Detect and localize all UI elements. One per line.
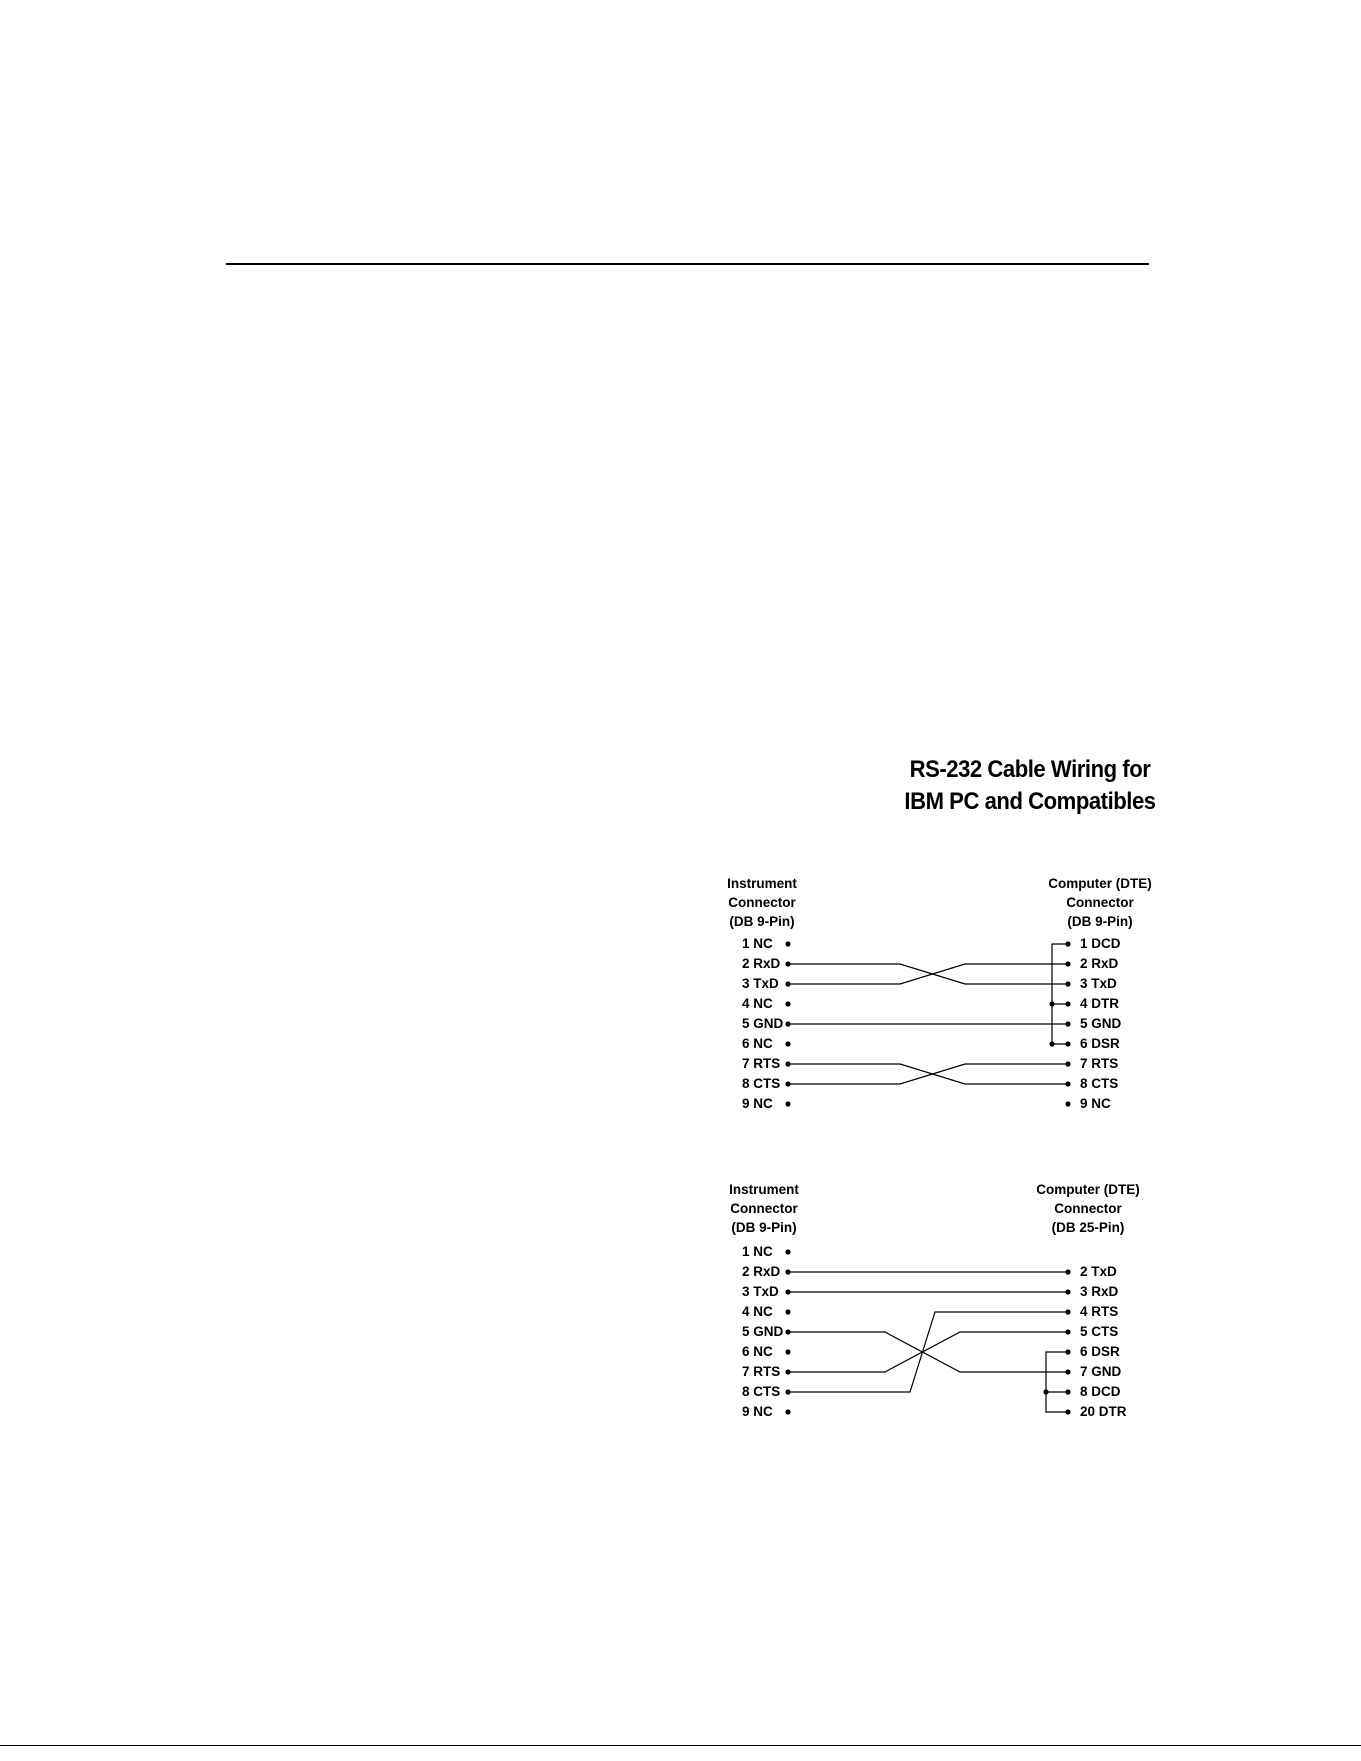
- d1-left-header-line: Connector: [728, 895, 796, 910]
- wire-cts-to-rts: [788, 1064, 1068, 1084]
- pin-dot: [1065, 961, 1070, 966]
- d1-left-pin: 2 RxD: [742, 956, 781, 971]
- d1-left-pin: 8 CTS: [742, 1076, 781, 1091]
- d1-right-pin: 3 TxD: [1080, 976, 1117, 991]
- d1-right-pin: 4 DTR: [1080, 996, 1120, 1011]
- junction-dot: [1049, 1041, 1054, 1046]
- d1-right-pin: 9 NC: [1080, 1096, 1111, 1111]
- junction-dot: [1049, 1001, 1054, 1006]
- d1-left-pin: 9 NC: [742, 1096, 773, 1111]
- d2-left-pin: 1 NC: [742, 1244, 773, 1259]
- d1-left-pin: 6 NC: [742, 1036, 773, 1051]
- pin-dot: [785, 1061, 790, 1066]
- d1-left-pin: 3 TxD: [742, 976, 779, 991]
- d2-left-header-line: (DB 9-Pin): [731, 1220, 797, 1235]
- d1-right-header-line: (DB 9-Pin): [1067, 914, 1133, 929]
- pin-dot: [785, 961, 790, 966]
- wire-dsr-loop: [1046, 1352, 1068, 1412]
- pin-dot: [1065, 1021, 1070, 1026]
- d1-left-pin: 4 NC: [742, 996, 773, 1011]
- wire-rts-to-cts: [788, 1332, 1068, 1372]
- d2-right-pin: 8 DCD: [1080, 1384, 1121, 1399]
- pin-dot: [785, 1289, 790, 1294]
- d1-right-pin: 7 RTS: [1080, 1056, 1119, 1071]
- wire-gnd: [788, 1332, 1068, 1372]
- bottom-rule: [0, 1745, 1361, 1746]
- pin-dot: [1065, 1001, 1070, 1006]
- diagram-title-line-1: RS-232 Cable Wiring for: [909, 756, 1151, 783]
- d1-left-pin: 5 GND: [742, 1016, 784, 1031]
- pin-dot: [785, 941, 790, 946]
- d2-right-pin: 4 RTS: [1080, 1304, 1119, 1319]
- pin-dot: [785, 1041, 790, 1046]
- pin-dot: [1065, 1349, 1070, 1354]
- pin-dot: [1065, 1101, 1070, 1106]
- d2-right-pin: 3 RxD: [1080, 1284, 1119, 1299]
- pin-dot: [785, 1309, 790, 1314]
- pin-dot: [1065, 1081, 1070, 1086]
- diagram-title-line-2: IBM PC and Compatibles: [904, 788, 1156, 815]
- d2-right-header-line: (DB 25-Pin): [1051, 1220, 1125, 1235]
- d1-left-pin: 7 RTS: [742, 1056, 781, 1071]
- d2-left-header-line: Instrument: [729, 1182, 799, 1197]
- d2-right-header-line: Connector: [1054, 1201, 1122, 1216]
- wire-rxd-to-txd: [788, 964, 1068, 984]
- d2-left-pin: 3 TxD: [742, 1284, 779, 1299]
- wire-txd-to-rxd: [788, 964, 1068, 984]
- pin-dot: [1065, 981, 1070, 986]
- wire-rts-to-cts: [788, 1064, 1068, 1084]
- d1-right-header-line: Connector: [1066, 895, 1134, 910]
- pin-dot: [1065, 1409, 1070, 1414]
- d2-right-pin: 5 CTS: [1080, 1324, 1119, 1339]
- pin-dot: [785, 1001, 790, 1006]
- d2-right-pin: 20 DTR: [1080, 1404, 1127, 1419]
- d1-left-pin: 1 NC: [742, 936, 773, 951]
- pin-dot: [785, 1269, 790, 1274]
- pin-dot: [785, 1021, 790, 1026]
- wire-dcd-loop: [1052, 944, 1068, 1044]
- d1-right-header-line: Computer (DTE): [1048, 876, 1152, 891]
- d2-left-pin: 9 NC: [742, 1404, 773, 1419]
- pin-dot: [785, 1329, 790, 1334]
- pin-dot: [1065, 1329, 1070, 1334]
- d2-right-pin: 6 DSR: [1080, 1344, 1120, 1359]
- d1-right-pin: 6 DSR: [1080, 1036, 1120, 1051]
- pin-dot: [1065, 1061, 1070, 1066]
- pin-dot: [1065, 1041, 1070, 1046]
- pin-dot: [785, 1101, 790, 1106]
- pin-dot: [785, 1389, 790, 1394]
- d2-left-pin: 2 RxD: [742, 1264, 781, 1279]
- d2-right-pin: 2 TxD: [1080, 1264, 1117, 1279]
- pin-dot: [785, 1369, 790, 1374]
- d2-wires: [788, 1272, 1068, 1412]
- d2-left-pin: 7 RTS: [742, 1364, 781, 1379]
- d2-left-header-line: Connector: [730, 1201, 798, 1216]
- wire-cts-to-rts: [788, 1312, 1068, 1392]
- d1-left-header-line: Instrument: [727, 876, 797, 891]
- pin-dot: [1065, 941, 1070, 946]
- d2-left-pin: 6 NC: [742, 1344, 773, 1359]
- pin-dot: [785, 1349, 790, 1354]
- d1-wires: [788, 944, 1068, 1084]
- d1-left-header-line: (DB 9-Pin): [729, 914, 795, 929]
- pin-dot: [785, 1249, 790, 1254]
- d2-right-header-line: Computer (DTE): [1036, 1182, 1140, 1197]
- d1-right-pin: 5 GND: [1080, 1016, 1122, 1031]
- junction-dot: [1043, 1389, 1048, 1394]
- d2-left-pin: 8 CTS: [742, 1384, 781, 1399]
- d2-right-pin: 7 GND: [1080, 1364, 1122, 1379]
- pin-dot: [785, 981, 790, 986]
- pin-dot: [1065, 1269, 1070, 1274]
- pin-dot: [785, 1409, 790, 1414]
- d1-right-pin: 1 DCD: [1080, 936, 1121, 951]
- pin-dot: [1065, 1309, 1070, 1314]
- pin-dot: [1065, 1289, 1070, 1294]
- pin-dot: [785, 1081, 790, 1086]
- d2-left-pin: 4 NC: [742, 1304, 773, 1319]
- d2-left-pin: 5 GND: [742, 1324, 784, 1339]
- pin-dot: [1065, 1389, 1070, 1394]
- d1-right-pin: 2 RxD: [1080, 956, 1119, 971]
- pin-dot: [1065, 1369, 1070, 1374]
- d1-right-pin: 8 CTS: [1080, 1076, 1119, 1091]
